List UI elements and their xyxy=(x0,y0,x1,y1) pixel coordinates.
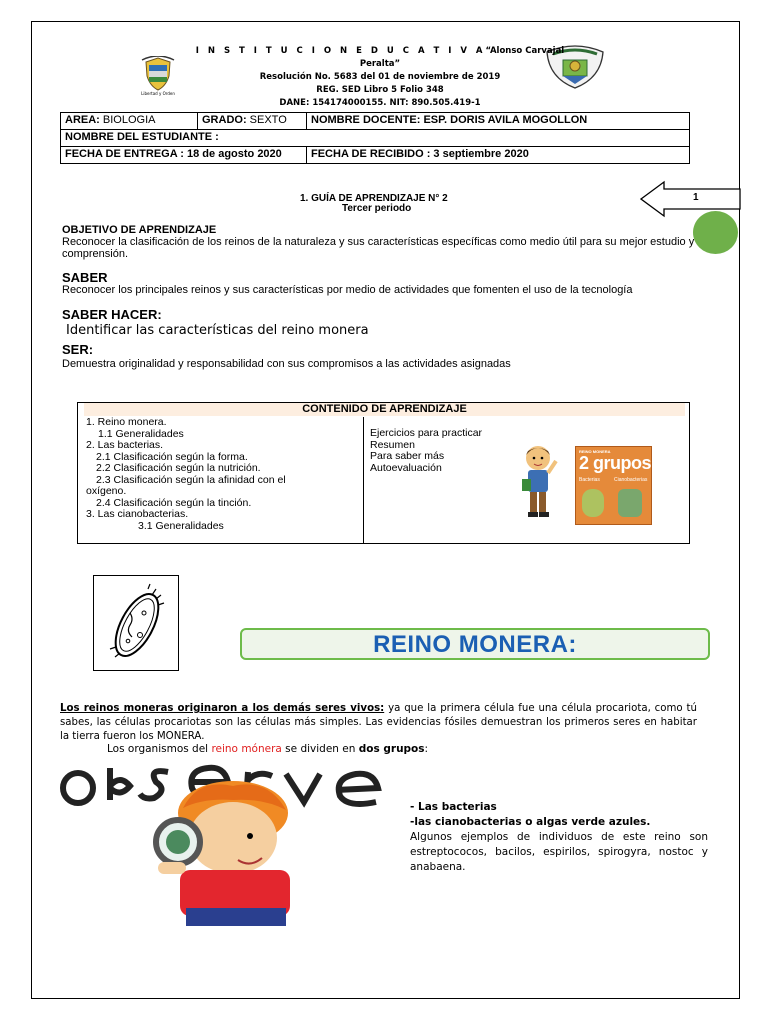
book-left-label: Bacterias xyxy=(579,477,600,483)
activity-item: Autoevaluación xyxy=(370,461,442,474)
colombia-coat-of-arms-logo xyxy=(138,56,178,96)
student-name-field[interactable]: NOMBRE DEL ESTUDIANTE : xyxy=(61,130,690,147)
topic-item: 1.1 Generalidades xyxy=(98,427,184,440)
book-title: 2 grupos xyxy=(579,453,652,473)
institution-line: I N S T I T U C I O N E D U C A T I V A“Alonso Carvajal Peralta” xyxy=(195,46,565,69)
topic-item: 1. Reino monera. xyxy=(86,416,167,428)
boy-with-book-illustration xyxy=(518,443,560,521)
activity-item: Ejercicios para practicar xyxy=(370,427,483,439)
content-topics xyxy=(86,417,286,532)
content-divider xyxy=(363,417,364,544)
observe-illustration xyxy=(58,758,403,926)
groups-sentence: Los organismos del reino mónera se dividen en dos grupos: xyxy=(107,743,429,755)
learning-objectives xyxy=(62,224,702,260)
saber-title: SABER xyxy=(62,270,108,285)
group-bacterias: - Las bacterias xyxy=(410,801,497,813)
examples-text: Algunos ejemplos de individuos de este reino son estreptococos, bacilos, espirilos, spirogyra, nostoc y anabaena. xyxy=(410,831,708,873)
topic-item: 2.2 Clasificación según la nutrición. xyxy=(96,462,261,474)
group-cianobacterias: -las cianobacterias o algas verde azules. xyxy=(410,816,651,828)
dane-line: DANE: 154174000155. NIT: 890.505.419-1 xyxy=(279,98,481,108)
objective-title: OBJETIVO DE APRENDIZAJE xyxy=(62,224,217,236)
guide-title: 1. GUÍA DE APRENDIZAJE N° 2 xyxy=(300,193,448,204)
saber-text: Reconocer los principales reinos y sus características por medio de actividades que fomenten el uso de la tecnología xyxy=(62,284,633,296)
ser-text: Demuestra originalidad y responsabilidad con sus compromisos a las actividades asignadas xyxy=(62,358,511,370)
bacterium-icon xyxy=(100,583,174,665)
topic-item: 2.1 Clasificación según la forma. xyxy=(96,450,248,463)
logo-caption: Libertad y Orden xyxy=(141,91,175,96)
saber-hacer-text: Identificar las características del reino monera xyxy=(66,323,369,338)
school-header xyxy=(190,45,570,110)
topic-item: 2.4 Clasificación según la tinción. xyxy=(96,496,252,509)
ser-title: SER: xyxy=(62,342,94,357)
topic-item: 3. Las cianobacterias. xyxy=(86,508,189,520)
topic-item: oxígeno. xyxy=(86,485,127,497)
resolution-line: Resolución No. 5683 del 01 de noviembre de 2019 xyxy=(259,72,501,82)
activity-item: Para saber más xyxy=(370,450,445,462)
two-groups-book-cover xyxy=(575,446,652,525)
intro-rest: ya que la primera célula fue una célula procariota, como tú sabes, las células procariotas son las células más simples. Las evidencias fósiles demuestran los primeros seres en habitar la tierra fueron los MONERA. xyxy=(60,703,697,742)
book-label-top: REINO MONERA xyxy=(579,449,611,454)
reino-monera-banner: REINO MONERA: xyxy=(240,628,710,660)
book-right-label: Cianobacterias xyxy=(614,477,648,483)
objective-text: Reconocer la clasificación de los reinos de la naturaleza y sus características específicas como medio útil para su mejor estudio y comprensión. xyxy=(62,236,695,260)
page-arrow-shape xyxy=(640,180,742,218)
content-table xyxy=(77,402,690,544)
topic-item: 3.1 Generalidades xyxy=(138,519,224,532)
content-title: CONTENIDO DE APRENDIZAJE xyxy=(84,403,685,416)
intro-lead: Los reinos moneras originaron a los demás seres vivos: xyxy=(60,703,385,714)
teacher-name: NOMBRE DOCENTE: ESP. DORIS AVILA MOGOLLON xyxy=(307,113,690,130)
topic-item: 2. Las bacterias. xyxy=(86,439,164,451)
received-date: FECHA DE RECIBIDO : 3 septiembre 2020 xyxy=(307,147,690,164)
guide-subtitle: Tercer periodo xyxy=(342,203,412,214)
content-activities xyxy=(370,428,482,474)
activity-item: Resumen xyxy=(370,438,415,451)
topic-item: 2.3 Clasificación según la afinidad con el xyxy=(96,473,286,486)
reg-line: REG. SED Libro 5 Folio 348 xyxy=(316,85,444,95)
delivery-date: FECHA DE ENTREGA : 18 de agosto 2020 xyxy=(61,147,307,164)
arrow-page-number: 1 xyxy=(693,192,699,203)
intro-paragraph xyxy=(60,702,697,744)
groups-list xyxy=(410,800,708,875)
saber-hacer-title: SABER HACER: xyxy=(62,307,162,322)
student-info-table: AREA: BIOLOGIA GRADO: SEXTO NOMBRE DOCENTE: ESP. DORIS AVILA MOGOLLON NOMBRE DEL ESTUDIANTE : FECHA DE ENTREGA : 18 de agosto 2020 FECHA DE RECIBIDO : 3 septiembre 2020 xyxy=(60,112,690,164)
